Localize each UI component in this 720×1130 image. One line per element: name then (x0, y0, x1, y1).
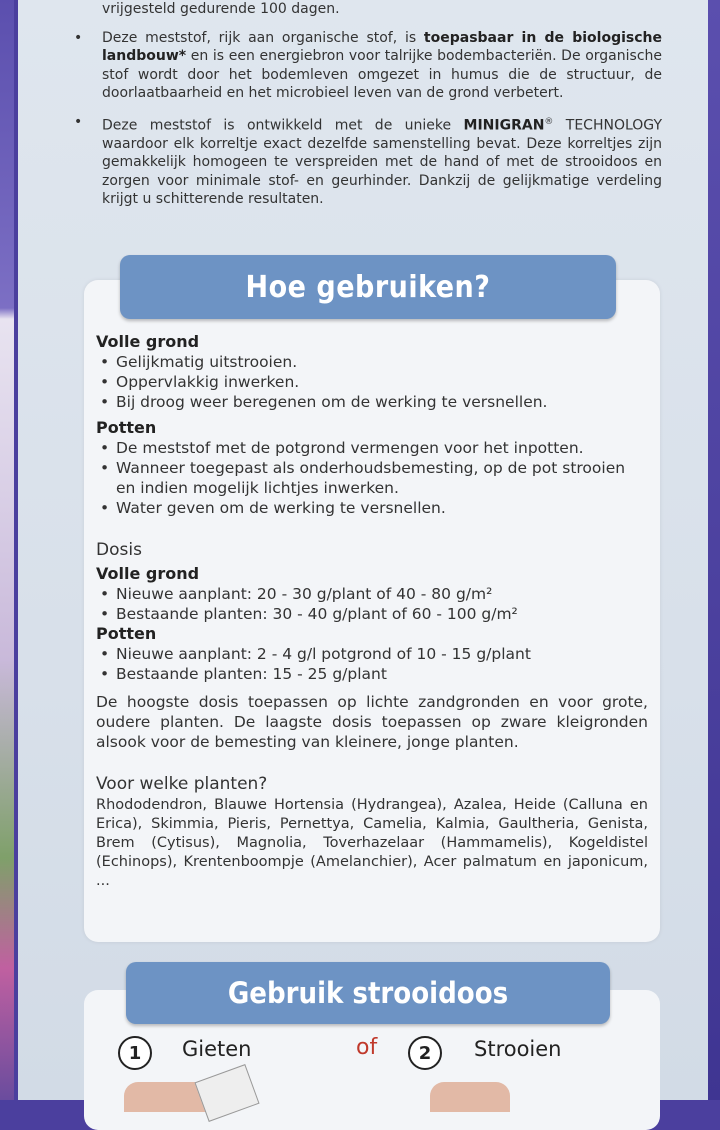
intro-bullet-minigran (70, 113, 662, 209)
planten-list-text: Rhododendron, Blauwe Hortensia (Hydrangea), Azalea, Heide (Calluna en Erica), Skimmia, Pieris, Pernettya, Camelia, Kalmia, Gaultheria, Genista, Brem (Cytisus), Magnolia, Toverhazelaar (Hammamelis), Kogeldistel (Echinops), Krentenboompje (Amelanchier), Acer palmatum en japonicum, ... (96, 797, 648, 889)
strooidoos-steps (118, 1034, 638, 1070)
list-item: • Water geven om de werking te versnellen. (96, 498, 648, 518)
hand-illustration-right (430, 1082, 510, 1112)
dosis-note: De hoogste dosis toepassen op lichte zandgronden en voor grote, oudere planten. De laagste dosis toepassen op zware kleigronden alsook voor de bemesting van kleinere, jonge planten. (96, 693, 648, 751)
dosis-heading: Dosis (96, 540, 142, 560)
left-edge-strip (0, 0, 14, 1100)
registered-mark: ® (544, 116, 554, 127)
volle-grond-heading: Volle grond (96, 332, 200, 351)
usage-banner: Hoe gebruiken? (120, 255, 616, 319)
step-2-label: Strooien (474, 1037, 562, 1061)
bullet-text-pre: Deze meststof is ontwikkeld met de unieke (102, 117, 464, 134)
volle-grond-list (96, 352, 648, 412)
planten-heading: Voor welke planten? (96, 774, 268, 794)
list-item: • Bestaande planten: 30 - 40 g/plant of 60 - 100 g/m² (96, 604, 648, 624)
bullet-dot: • (74, 113, 83, 130)
list-item: • Bij droog weer beregenen om de werking te versnellen. (96, 392, 648, 412)
potten-heading: Potten (96, 418, 157, 437)
dosis-volle-grond-heading: Volle grond (96, 564, 200, 583)
usage-content (96, 332, 648, 891)
bullet-text-pre: Deze meststof, rijk aan organische stof, is (102, 29, 424, 46)
bullet-text-post: en is een energiebron voor talrijke bodembacteriën. De organische stof wordt door het bodemleven omgezet in humus die de structuur, de doorlaatbaarheid en het microbieel leven van de grond verbetert. (102, 48, 662, 101)
strooidoos-banner: Gebruik strooidoos (126, 962, 610, 1024)
bullet-text-bold: toepasbaar in de biologische landbouw* (102, 29, 662, 64)
intro-section (70, 0, 662, 219)
list-item: • Wanneer toegepast als onderhoudsbemesting, op de pot strooien en indien mogelijk lichtjes inwerken. (96, 458, 648, 498)
potten-list (96, 438, 648, 518)
list-item: • Nieuwe aanplant: 20 - 30 g/plant of 40 - 80 g/m² (96, 584, 648, 604)
dosis-potten-heading: Potten (96, 624, 157, 643)
list-item: • Nieuwe aanplant: 2 - 4 g/l potgrond of 10 - 15 g/plant (96, 644, 648, 664)
list-item: • Bestaande planten: 15 - 25 g/plant (96, 664, 648, 684)
list-item: • Gelijkmatig uitstrooien. (96, 352, 648, 372)
bullet-text-post: TECHNOLOGY waardoor elk korreltje exact dezelfde samenstelling bevat. Deze korreltjes zijn gemakkelijk homogeen te verspreiden met de hand of met de strooidoos en zorgen voor minimale stof- en geurhinder. Dankzij de gelijkmatige verdeling krijgt u schitterende resultaten. (102, 117, 662, 208)
list-item: • Oppervlakkig inwerken. (96, 372, 648, 392)
intro-bullet-organic (70, 29, 662, 103)
step-1-circle: 1 (118, 1036, 152, 1070)
intro-topline: vrijgesteld gedurende 100 dagen. (102, 1, 340, 17)
bullet-dot: • (74, 29, 83, 46)
list-item: • De meststof met de potgrond vermengen voor het inpotten. (96, 438, 648, 458)
dosis-volle-grond-list (96, 584, 648, 624)
minigran-brand: MINIGRAN (463, 117, 545, 134)
dosis-potten-list (96, 644, 648, 684)
or-label: of (356, 1035, 378, 1060)
step-1-label: Gieten (182, 1037, 252, 1061)
step-2-circle: 2 (408, 1036, 442, 1070)
right-edge-strip (708, 0, 720, 1100)
